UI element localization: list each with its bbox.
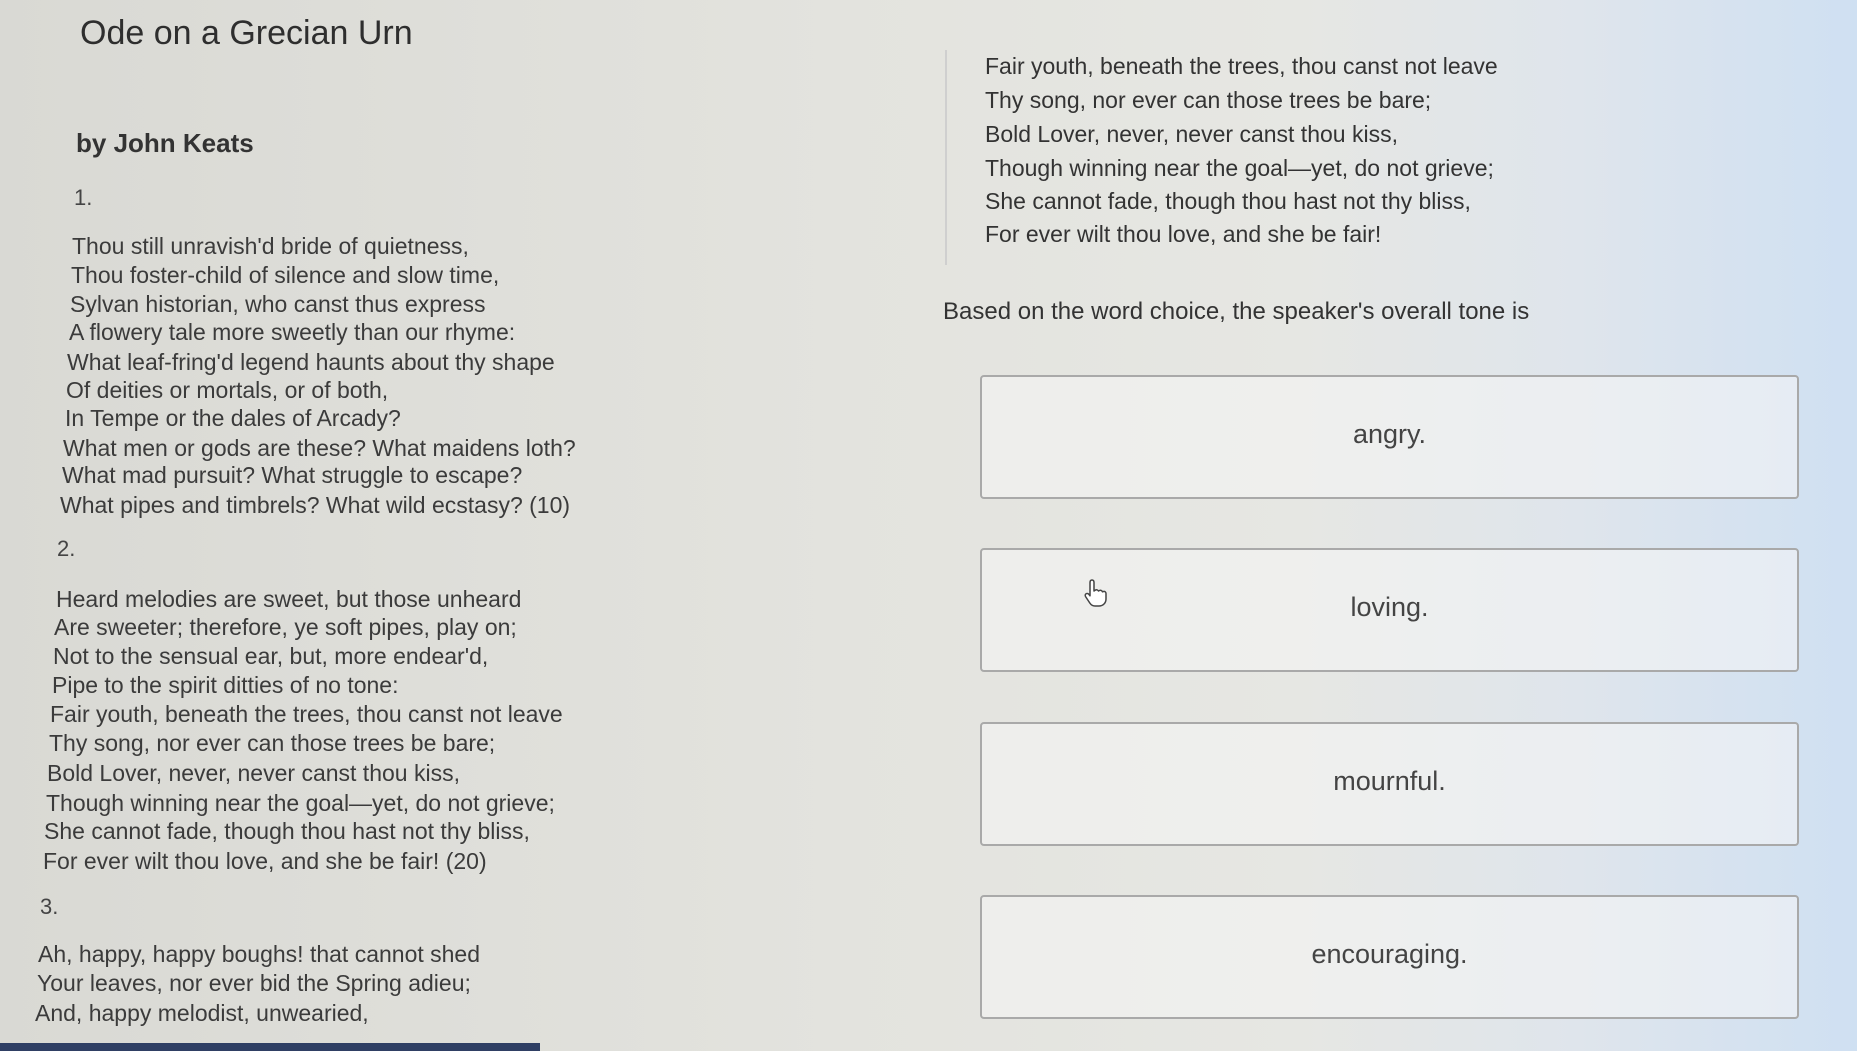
- poem-line: Not to the sensual ear, but, more endear'd,: [53, 643, 489, 669]
- answer-label: mournful.: [1333, 766, 1446, 796]
- poem-line: She cannot fade, though thou hast not thy bliss,: [44, 818, 530, 844]
- poem-line: What leaf-fring'd legend haunts about thy shape: [67, 349, 555, 375]
- answer-label: loving.: [1350, 592, 1429, 622]
- poem-line: Thou foster-child of silence and slow time,: [71, 262, 500, 288]
- poem-line: Of deities or mortals, or of both,: [66, 377, 389, 403]
- answer-label: encouraging.: [1311, 939, 1468, 969]
- poem-line: Bold Lover, never, never canst thou kiss,: [47, 760, 460, 786]
- hand-pointer-icon: [1083, 578, 1109, 608]
- poem-line: Your leaves, nor ever bid the Spring adieu;: [37, 970, 471, 996]
- excerpt-line: Fair youth, beneath the trees, thou canst not leave: [985, 53, 1498, 79]
- excerpt-line: Bold Lover, never, never canst thou kiss,: [985, 121, 1398, 147]
- poem-line: Fair youth, beneath the trees, thou canst not leave: [50, 701, 563, 727]
- answer-option-encouraging[interactable]: [980, 895, 1799, 1019]
- poem-line: In Tempe or the dales of Arcady?: [65, 405, 401, 431]
- poem-line: Thou still unravish'd bride of quietness,: [72, 233, 469, 259]
- poem-line: What men or gods are these? What maidens loth?: [63, 435, 576, 461]
- stanza-number: 2.: [57, 536, 76, 561]
- excerpt-line: For ever wilt thou love, and she be fair!: [985, 221, 1382, 247]
- poem-line: What pipes and timbrels? What wild ecstasy? (10): [60, 492, 571, 518]
- poem-line: Though winning near the goal—yet, do not grieve;: [46, 790, 555, 816]
- answer-option-mournful[interactable]: [980, 722, 1799, 846]
- poem-line: Pipe to the spirit ditties of no tone:: [52, 672, 399, 698]
- poem-line: Thy song, nor ever can those trees be bare;: [49, 730, 496, 756]
- poem-line: Ah, happy, happy boughs! that cannot shed: [38, 941, 481, 967]
- poem-line: A flowery tale more sweetly than our rhyme:: [69, 319, 516, 345]
- stanza-number: 1.: [74, 185, 93, 210]
- poem-line: Heard melodies are sweet, but those unheard: [56, 586, 522, 612]
- excerpt-block: [945, 50, 1607, 265]
- answer-option-angry[interactable]: [980, 375, 1799, 499]
- excerpt-line: Thy song, nor ever can those trees be bare;: [985, 87, 1432, 113]
- answer-label: angry.: [1352, 419, 1427, 449]
- stanza-number: 3.: [40, 894, 59, 919]
- poem-line: Sylvan historian, who canst thus express: [70, 291, 486, 317]
- poem-author: by John Keats: [76, 128, 254, 158]
- excerpt-line: She cannot fade, though thou hast not thy bliss,: [985, 188, 1471, 214]
- poem-panel: [0, 0, 900, 1051]
- answer-option-loving[interactable]: [980, 548, 1799, 672]
- poem-line: Are sweeter; therefore, ye soft pipes, play on;: [54, 614, 517, 640]
- excerpt-line: Though winning near the goal—yet, do not grieve;: [985, 155, 1494, 181]
- poem-title: Ode on a Grecian Urn: [80, 14, 413, 52]
- question-prompt: Based on the word choice, the speaker's overall tone is: [943, 298, 1530, 325]
- poem-line: What mad pursuit? What struggle to escape?: [62, 462, 523, 488]
- poem-line: And, happy melodist, unwearied,: [35, 1000, 369, 1026]
- poem-line: For ever wilt thou love, and she be fair! (20): [43, 848, 487, 874]
- footer-strip: [0, 1043, 540, 1051]
